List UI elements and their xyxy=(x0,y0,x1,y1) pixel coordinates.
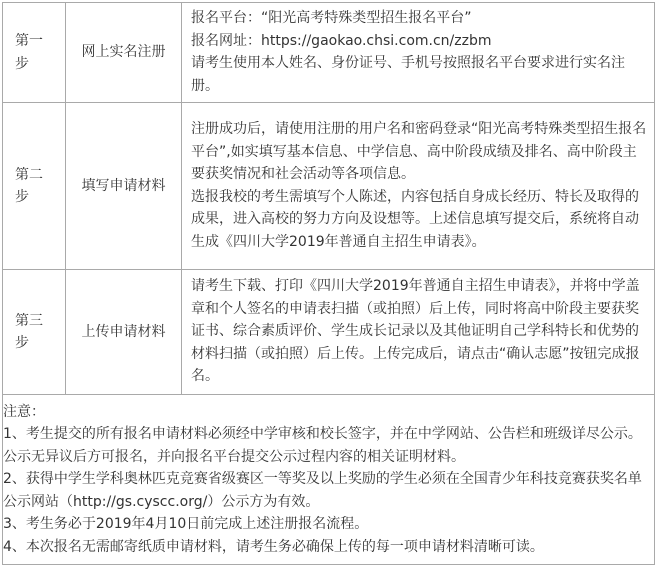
step-number-cell xyxy=(3,3,66,103)
platform-url: 报名网址：https://gaokao.chsi.com.cn/zzbm xyxy=(191,32,492,49)
step-detail-text: 请考生使用本人姓名、身份证号、手机号按照报名平台要求进行实名注册。 xyxy=(191,55,625,94)
note-item: 1、考生提交的所有报名申请材料必须经中学审核和校长签字，并在中学网站、公告栏和班级详尽公示。公示无异议后方可报名，并向报名平台提交公示过程内容的相关证明材料。 xyxy=(3,426,642,465)
notes-cell xyxy=(3,395,655,565)
step-number-line: 第二 xyxy=(15,166,43,183)
steps-table xyxy=(2,2,655,565)
step-row-2 xyxy=(3,103,655,270)
step-action-cell xyxy=(66,103,182,270)
step-action: 网上实名注册 xyxy=(81,44,166,61)
step-action: 填写申请材料 xyxy=(81,177,166,194)
step-action-cell xyxy=(66,3,182,103)
step-number-line: 第一 xyxy=(15,33,43,49)
step-row-3 xyxy=(3,270,655,395)
step-number xyxy=(15,30,53,75)
step-number xyxy=(15,310,53,355)
step-details-cell xyxy=(182,103,655,270)
step-details-cell xyxy=(182,270,655,395)
step-number-line: 步 xyxy=(15,55,29,72)
note-item: 2、获得中学生学科奥林匹克竞赛省级赛区一等奖及以上奖励的学生必须在全国青少年科技竞赛获奖名单公示网站（http://gs.cyscc.org/）公示方为有效。 xyxy=(3,471,642,510)
step-number-line: 第三 xyxy=(15,312,43,329)
step-number-line: 步 xyxy=(15,189,29,205)
step-number xyxy=(15,164,53,209)
note-item: 4、本次报名无需邮寄纸质申请材料，请考生务必确保上传的每一项申请材料清晰可读。 xyxy=(3,538,544,555)
step-number-line: 步 xyxy=(15,335,29,351)
step-detail-text: 注册成功后，请使用注册的用户名和密码登录“阳光高考特殊类型招生报名平台”,如实填写基本信息、中学信息、高中阶段成绩及排名、高中阶段主要获奖情况和社会活动等各项信息。 xyxy=(191,121,647,182)
notes-title: 注意： xyxy=(3,403,45,420)
step-number-cell xyxy=(3,270,66,395)
step-details-cell xyxy=(182,3,655,103)
step-action-cell xyxy=(66,270,182,395)
step-detail-text: 请考生下载、打印《四川大学2019年普通自主招生申请表》，并将中学盖章和个人签名的申请表扫描（或拍照）后上传，同时将高中阶段主要获奖证书、综合素质评价、学生成长记录以及其他证明自己学科特长和优势的材料扫描（或拍照）后上传。上传完成后，请点击“确认志愿”按钮完成报名。 xyxy=(191,278,640,385)
step-action: 上传申请材料 xyxy=(81,323,166,340)
step-detail-text: 选报我校的考生需填写个人陈述，内容包括自身成长经历、特长及取得的成果，进入高校的努力方向及设想等。上述信息填写提交后，系统将自动生成《四川大学2019年普通自主招生申请表》。 xyxy=(191,188,639,250)
step-number-cell xyxy=(3,103,66,270)
notes-row xyxy=(3,395,655,565)
note-item: 3、考生务必于2019年4月10日前完成上述注册报名流程。 xyxy=(3,516,369,533)
platform-name: 报名平台：“阳光高考特殊类型招生报名平台” xyxy=(191,10,472,26)
step-row-1 xyxy=(3,3,655,103)
